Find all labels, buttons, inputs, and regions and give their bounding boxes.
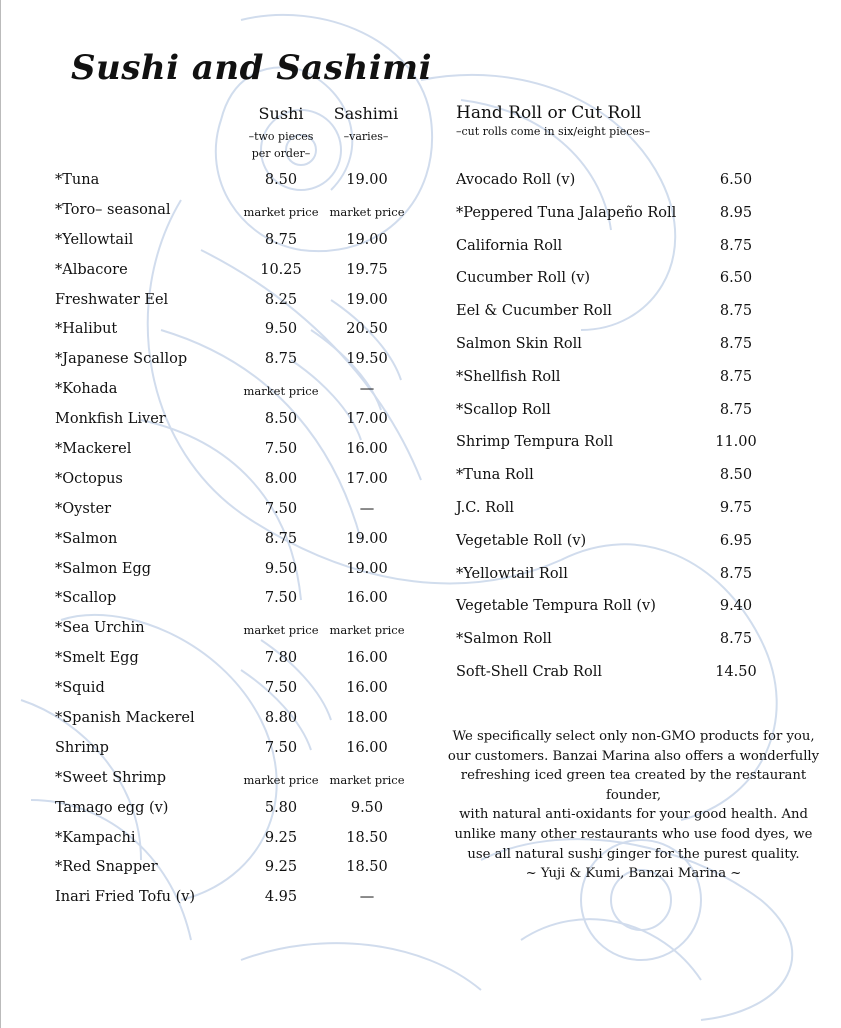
item-name: *Halibut (55, 321, 118, 338)
roll-name: Eel & Cucumber Roll (456, 303, 612, 320)
sashimi-price: 16.00 (346, 739, 388, 756)
roll-price: 9.40 (719, 598, 753, 615)
sushi-price: 7.80 (264, 650, 298, 667)
roll-item-row (456, 430, 776, 463)
roll-name: Avocado Roll (v) (456, 172, 576, 188)
note-line: unlike many other restaurants who use food dyes, we (454, 826, 813, 842)
sashimi-price: 18.50 (346, 859, 388, 876)
menu-item-row (55, 317, 425, 347)
menu-item-row (55, 855, 425, 885)
sushi-price: 8.75 (264, 231, 298, 248)
item-name: *Sea Urchin (55, 620, 145, 637)
roll-item-row (456, 627, 776, 660)
sushi-price: market price (243, 204, 319, 219)
rolls-header-block (456, 103, 650, 138)
roll-item-row (456, 168, 776, 201)
roll-price: 9.75 (719, 499, 753, 516)
roll-price: 8.75 (719, 631, 753, 648)
menu-item-row (55, 437, 425, 467)
note-line: with natural anti-oxidants for your good health. And (459, 807, 808, 823)
roll-name: Soft-Shell Crab Roll (456, 663, 602, 680)
sushi-sashimi-list (55, 168, 425, 915)
sushi-price: 8.75 (264, 530, 298, 547)
sushi-column-note-line2: per order– (251, 147, 311, 160)
menu-item-row (55, 258, 425, 288)
item-name: *Squid (55, 680, 105, 697)
roll-item-row (456, 463, 776, 496)
note-line: use all natural sushi ginger for the purest quality. (467, 846, 800, 862)
sushi-price: 9.50 (264, 321, 298, 338)
sushi-price: 4.95 (264, 889, 298, 906)
sushi-price: 9.25 (264, 859, 298, 876)
menu-item-row (55, 467, 425, 497)
sashimi-price: market price (329, 772, 405, 787)
sashimi-column-note: –varies– (343, 130, 389, 143)
sushi-price: 8.75 (264, 351, 298, 368)
sashimi-price: 16.00 (346, 680, 388, 697)
sushi-price: 8.25 (264, 291, 298, 308)
roll-price: 8.95 (719, 204, 753, 221)
menu-item-row (55, 228, 425, 258)
sushi-price: 8.00 (264, 470, 298, 487)
sushi-column-note-line1: –two pieces (248, 130, 314, 143)
item-name: Monkfish Liver (55, 411, 166, 428)
menu-item-row (55, 347, 425, 377)
sashimi-price: 19.75 (346, 261, 388, 278)
sashimi-price: 9.50 (350, 799, 384, 816)
menu-item-row (55, 616, 425, 646)
menu-item-row (55, 736, 425, 766)
item-name: Shrimp (55, 739, 109, 756)
rolls-column-header: Hand Roll or Cut Roll (456, 103, 642, 123)
note-line: We specifically select only non-GMO products for you, (452, 729, 815, 744)
roll-name: *Shellfish Roll (456, 368, 561, 385)
sashimi-price: — (359, 889, 375, 906)
sushi-price: 9.25 (264, 829, 298, 846)
sashimi-price: market price (329, 204, 405, 219)
roll-item-row (456, 562, 776, 595)
roll-item-row (456, 398, 776, 431)
item-name: *Salmon Egg (55, 560, 152, 577)
roll-price: 6.95 (719, 532, 753, 549)
item-name: *Red Snapper (55, 859, 158, 876)
sushi-price: 9.50 (264, 560, 298, 577)
item-name: *Tuna (55, 172, 100, 188)
sashimi-price: 17.00 (346, 411, 388, 428)
roll-item-row (456, 299, 776, 332)
sashimi-price: 19.00 (346, 560, 388, 577)
sushi-price: 7.50 (264, 441, 298, 458)
restaurant-note (441, 727, 826, 884)
sushi-price: 8.50 (264, 172, 298, 188)
sashimi-price: 20.50 (346, 321, 388, 338)
sashimi-column-header: Sashimi (333, 104, 399, 123)
roll-name: California Roll (456, 237, 563, 254)
roll-price: 6.50 (719, 270, 753, 287)
menu-item-row (55, 168, 425, 198)
sushi-price: 5.80 (264, 799, 298, 816)
item-name: *Sweet Shrimp (55, 769, 167, 786)
item-name: *Toro– seasonal (55, 201, 171, 218)
roll-item-row (456, 594, 776, 627)
sashimi-price: 19.00 (346, 231, 388, 248)
item-name: *Spanish Mackerel (55, 710, 195, 727)
sashimi-price: — (359, 500, 375, 517)
sashimi-price: 19.00 (346, 172, 388, 188)
menu-item-row (55, 377, 425, 407)
sashimi-price: market price (329, 623, 405, 638)
page-title: Sushi and Sashimi (71, 48, 433, 88)
item-name: *Smelt Egg (55, 650, 139, 667)
sushi-price: market price (243, 772, 319, 787)
sashimi-price: 17.00 (346, 470, 388, 487)
note-text (441, 727, 826, 864)
sushi-price: 8.50 (264, 411, 298, 428)
sushi-column-header: Sushi (258, 104, 304, 123)
menu-item-row (55, 885, 425, 915)
roll-name: *Yellowtail Roll (456, 565, 568, 582)
roll-price: 8.75 (719, 335, 753, 352)
item-name: *Salmon (55, 530, 118, 547)
roll-item-row (456, 365, 776, 398)
roll-price: 6.50 (719, 172, 753, 188)
menu-item-row (55, 497, 425, 527)
item-name: *Mackerel (55, 441, 132, 458)
roll-item-row (456, 234, 776, 267)
sashimi-price: 16.00 (346, 650, 388, 667)
menu-item-row (55, 198, 425, 228)
menu-item-row (55, 706, 425, 736)
roll-item-row (456, 201, 776, 234)
sushi-price: market price (243, 384, 319, 399)
menu-item-row (55, 407, 425, 437)
sashimi-price: 19.00 (346, 291, 388, 308)
menu-item-row (55, 826, 425, 856)
sushi-price: 7.50 (264, 590, 298, 607)
note-line: our customers. Banzai Marina also offers a wonderfully (447, 748, 820, 764)
roll-price: 8.50 (719, 467, 753, 484)
roll-item-row (456, 496, 776, 529)
roll-item-row (456, 266, 776, 299)
roll-price: 8.75 (719, 303, 753, 320)
item-name: *Kohada (55, 381, 118, 398)
sashimi-price: 16.00 (346, 590, 388, 607)
menu-item-row (55, 586, 425, 616)
item-name: *Octopus (55, 470, 123, 487)
sushi-price: market price (243, 623, 319, 638)
sushi-price: 8.80 (264, 710, 298, 727)
item-name: Inari Fried Tofu (v) (55, 889, 196, 906)
roll-name: Vegetable Roll (v) (456, 532, 587, 549)
roll-price: 14.50 (715, 663, 757, 680)
menu-item-row (55, 766, 425, 796)
roll-price: 11.00 (715, 434, 757, 451)
menu-item-row (55, 646, 425, 676)
item-name: *Albacore (55, 261, 128, 278)
roll-name: Vegetable Tempura Roll (v) (456, 598, 656, 615)
menu-item-row (55, 796, 425, 826)
menu-item-row (55, 527, 425, 557)
roll-item-row (456, 529, 776, 562)
sushi-price: 10.25 (260, 261, 302, 278)
roll-item-row (456, 332, 776, 365)
roll-price: 8.75 (719, 368, 753, 385)
menu-item-row (55, 676, 425, 706)
roll-name: J.C. Roll (456, 499, 515, 516)
sushi-price: 7.50 (264, 680, 298, 697)
rolls-list (456, 168, 776, 693)
sashimi-price: 16.00 (346, 441, 388, 458)
item-name: Tamago egg (v) (55, 799, 169, 816)
roll-name: Shrimp Tempura Roll (456, 434, 614, 451)
roll-price: 8.75 (719, 565, 753, 582)
roll-name: *Peppered Tuna Jalapeño Roll (456, 204, 677, 221)
sushi-price: 7.50 (264, 500, 298, 517)
note-signature: ~ Yuji & Kumi, Banzai Marina ~ (525, 866, 742, 882)
sashimi-price: 18.50 (346, 829, 388, 846)
roll-name: Cucumber Roll (v) (456, 270, 591, 287)
roll-name: *Scallop Roll (456, 401, 551, 418)
item-name: Freshwater Eel (55, 291, 169, 308)
menu-item-row (55, 288, 425, 318)
roll-item-row (456, 660, 776, 693)
roll-name: Salmon Skin Roll (456, 335, 582, 352)
item-name: *Kampachi (55, 829, 136, 846)
note-line: refreshing iced green tea created by the restaurant founder, (460, 768, 807, 803)
menu-item-row (55, 557, 425, 587)
sashimi-price: 19.50 (346, 351, 388, 368)
item-name: *Oyster (55, 500, 112, 517)
item-name: *Japanese Scallop (55, 351, 188, 368)
sashimi-price: 18.00 (346, 710, 388, 727)
roll-price: 8.75 (719, 401, 753, 418)
roll-price: 8.75 (719, 237, 753, 254)
sashimi-price: — (359, 381, 375, 398)
item-name: *Scallop (55, 590, 117, 607)
sashimi-price: 19.00 (346, 530, 388, 547)
roll-name: *Tuna Roll (456, 467, 534, 484)
rolls-column-note: –cut rolls come in six/eight pieces– (456, 125, 651, 138)
roll-name: *Salmon Roll (456, 631, 552, 648)
sushi-price: 7.50 (264, 739, 298, 756)
item-name: *Yellowtail (55, 231, 134, 248)
